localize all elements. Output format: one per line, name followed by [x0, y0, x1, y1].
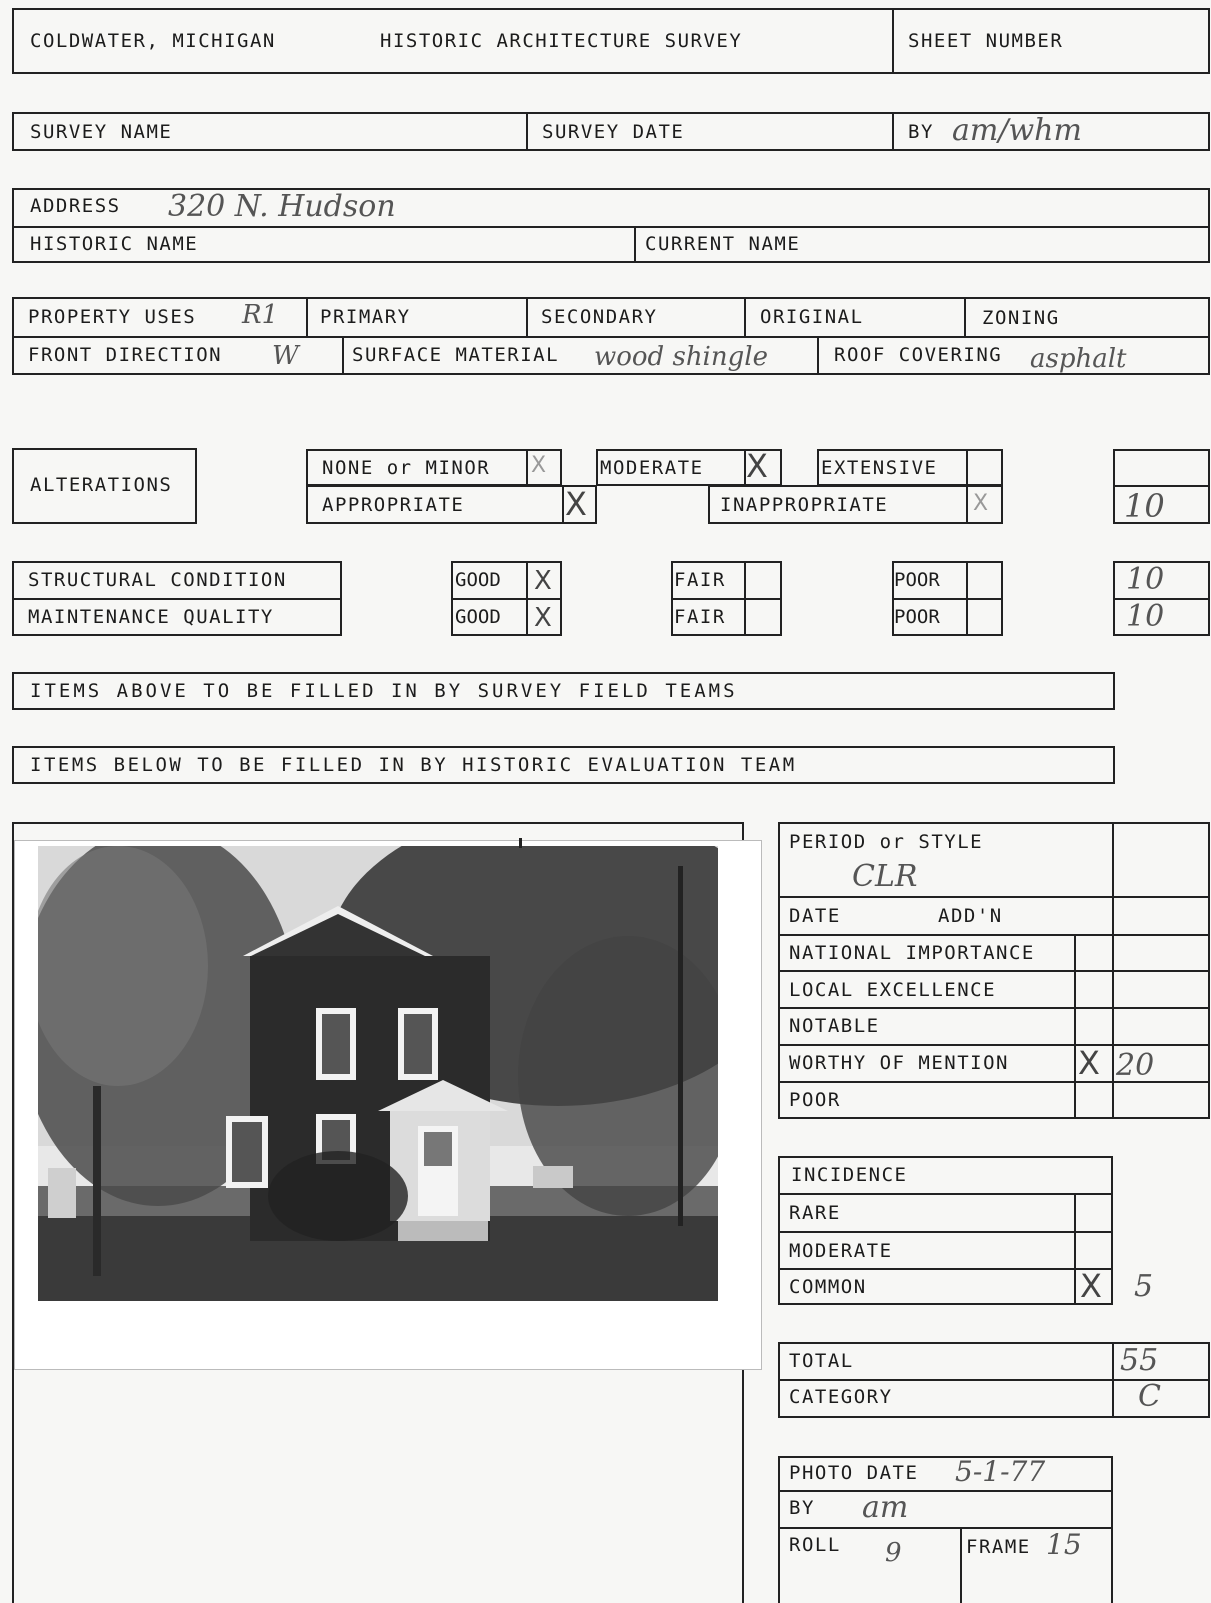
frame-value: 15 [1046, 1528, 1082, 1561]
property-div-5 [342, 336, 344, 375]
evaluation-rule-4 [778, 1007, 1210, 1009]
common-label: COMMON [789, 1276, 867, 1298]
total-label: TOTAL [789, 1350, 854, 1372]
inappropriate-label: INAPPROPRIATE [720, 494, 889, 516]
original-label: ORIGINAL [760, 306, 864, 328]
property-uses-label: PROPERTY USES [28, 306, 197, 328]
photo-date-label: PHOTO DATE [789, 1462, 919, 1484]
surface-material-label: SURFACE MATERIAL [352, 344, 560, 366]
photo-date-value: 5-1-77 [955, 1455, 1046, 1488]
structural-good-label: GOOD [455, 569, 501, 591]
incidence-label: INCIDENCE [791, 1164, 908, 1186]
structural-good-check: X [534, 566, 552, 596]
property-div-3 [744, 297, 746, 336]
maintenance-poor-label: POOR [894, 606, 940, 628]
rare-label: RARE [789, 1202, 841, 1224]
total-value: 55 [1120, 1343, 1159, 1378]
roof-covering-label: ROOF COVERING [834, 344, 1003, 366]
common-check: X [1080, 1267, 1102, 1305]
local-excellence-label: LOCAL EXCELLENCE [789, 979, 997, 1001]
none-minor-check: X [531, 453, 547, 478]
historic-name-label: HISTORIC NAME [30, 233, 199, 255]
condition-label-divider [12, 598, 342, 600]
photo-info-rule-1 [778, 1490, 1113, 1492]
current-name-label: CURRENT NAME [645, 233, 801, 255]
sheet-number-label: SHEET NUMBER [908, 30, 1064, 52]
field-teams-note: ITEMS ABOVE TO BE FILLED IN BY SURVEY FIELD TEAMS [30, 680, 738, 702]
worthy-of-mention-check: X [1078, 1044, 1100, 1082]
extensive-check-divider [966, 449, 968, 486]
property-div-2 [526, 297, 528, 336]
inappropriate-check: X [973, 491, 989, 516]
maintenance-fair-label: FAIR [674, 606, 726, 628]
poor-label: POOR [789, 1089, 841, 1111]
inappropriate-check-divider [966, 485, 968, 524]
incidence-rule-1 [778, 1193, 1113, 1195]
alterations-label: ALTERATIONS [30, 474, 173, 496]
address-value: 320 N. Hudson [168, 189, 396, 224]
property-uses-value: R1 [242, 300, 279, 330]
roll-value: 9 [885, 1538, 902, 1568]
form-title: HISTORIC ARCHITECTURE SURVEY [380, 30, 743, 52]
poor-check-divider [966, 561, 968, 636]
appropriate-check-divider [562, 485, 564, 524]
good-check-divider [526, 561, 528, 636]
incidence-moderate-label: MODERATE [789, 1240, 893, 1262]
survey-by-label: BY [908, 121, 934, 143]
category-value: C [1138, 1379, 1161, 1414]
evaluation-rule-1 [778, 896, 1210, 898]
addn-label: ADD'N [938, 905, 1003, 927]
period-style-value: CLR [852, 859, 918, 894]
address-row-divider [12, 226, 1210, 228]
survey-divider-2 [892, 112, 894, 151]
period-style-label: PERIOD or STYLE [789, 831, 984, 853]
incidence-rule-2 [778, 1231, 1113, 1233]
maintenance-good-label: GOOD [455, 606, 501, 628]
secondary-label: SECONDARY [541, 306, 658, 328]
national-importance-label: NATIONAL IMPORTANCE [789, 942, 1035, 964]
front-direction-label: FRONT DIRECTION [28, 344, 223, 366]
property-div-4 [964, 297, 966, 336]
evaluation-rule-5 [778, 1044, 1210, 1046]
photo-tick [519, 838, 522, 848]
survey-divider-1 [526, 112, 528, 151]
city-label: COLDWATER, MICHIGAN [30, 30, 276, 52]
appropriate-check: X [565, 485, 587, 523]
name-divider [634, 226, 636, 263]
notable-label: NOTABLE [789, 1015, 880, 1037]
incidence-rule-3 [778, 1268, 1113, 1270]
property-row-divider [12, 336, 1210, 338]
incidence-divider [1074, 1193, 1076, 1305]
poor-divider [892, 598, 1003, 600]
roll-frame-divider [960, 1527, 962, 1603]
photo-by-value: am [862, 1490, 909, 1525]
totals-score-divider [1112, 1342, 1114, 1418]
roll-label: ROLL [789, 1534, 841, 1556]
none-minor-label: NONE or MINOR [322, 457, 491, 479]
primary-label: PRIMARY [320, 306, 411, 328]
maintenance-score: 10 [1126, 599, 1165, 634]
photo-by-label: BY [789, 1497, 815, 1519]
roof-covering-value: asphalt [1030, 344, 1127, 374]
fair-divider [671, 598, 782, 600]
appropriate-label: APPROPRIATE [322, 494, 465, 516]
frame-label: FRAME [966, 1536, 1031, 1558]
moderate-check: X [746, 447, 768, 485]
address-label: ADDRESS [30, 195, 121, 217]
surface-material-value: wood shingle [594, 342, 768, 372]
property-div-6 [817, 336, 819, 375]
date-label: DATE [789, 905, 841, 927]
good-divider [451, 598, 562, 600]
alterations-score: 10 [1124, 487, 1165, 525]
front-direction-value: W [272, 341, 299, 371]
category-label: CATEGORY [789, 1386, 893, 1408]
worthy-of-mention-score: 20 [1116, 1048, 1155, 1083]
structural-score: 10 [1126, 562, 1165, 597]
survey-date-label: SURVEY DATE [542, 121, 685, 143]
evaluation-rule-2 [778, 934, 1210, 936]
maintenance-quality-label: MAINTENANCE QUALITY [28, 606, 274, 628]
maintenance-good-check: X [534, 603, 552, 633]
worthy-of-mention-label: WORTHY OF MENTION [789, 1052, 1009, 1074]
fair-check-divider [744, 561, 746, 636]
zoning-label: ZONING [982, 307, 1060, 329]
house-photo [38, 846, 718, 1301]
common-score: 5 [1134, 1269, 1154, 1304]
header-divider [892, 8, 894, 74]
moderate-label: MODERATE [600, 457, 704, 479]
extensive-label: EXTENSIVE [821, 457, 938, 479]
structural-condition-label: STRUCTURAL CONDITION [28, 569, 287, 591]
survey-name-label: SURVEY NAME [30, 121, 173, 143]
none-minor-check-divider [526, 449, 528, 486]
evaluation-rule-3 [778, 970, 1210, 972]
evaluation-score-divider-1 [1074, 934, 1076, 1119]
survey-by-value: am/whm [952, 113, 1082, 148]
evaluation-team-note: ITEMS BELOW TO BE FILLED IN BY HISTORIC EVALUATION TEAM [30, 754, 797, 776]
property-div-1 [306, 297, 308, 336]
structural-poor-label: POOR [894, 569, 940, 591]
structural-fair-label: FAIR [674, 569, 726, 591]
